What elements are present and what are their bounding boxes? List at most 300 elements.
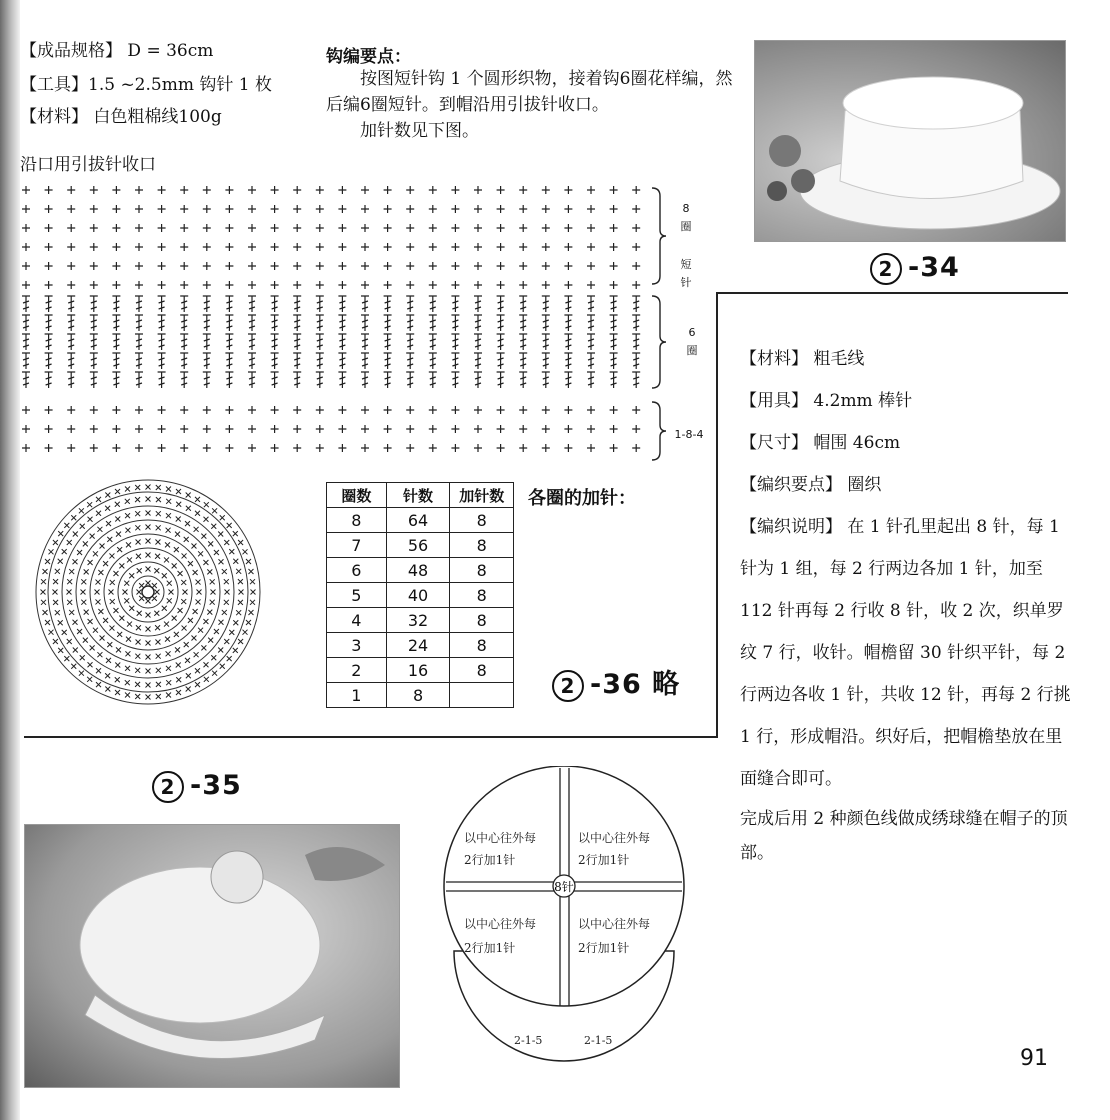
- single-crochet-symbol: [497, 262, 505, 270]
- stitch-mark: [172, 563, 177, 568]
- single-crochet-symbol: [564, 444, 572, 452]
- single-crochet-symbol: [316, 186, 324, 194]
- stitch-mark: [106, 658, 111, 663]
- double-crochet-symbol: [271, 296, 279, 312]
- single-crochet-symbol: [519, 243, 527, 251]
- stitch-mark: [233, 648, 238, 653]
- single-crochet-symbol: [112, 224, 120, 232]
- single-crochet-symbol: [293, 224, 301, 232]
- stitch-mark: [137, 590, 142, 595]
- stitch-mark: [188, 618, 193, 623]
- single-crochet-symbol: [406, 224, 414, 232]
- single-crochet-symbol: [158, 444, 166, 452]
- stitch-mark: [194, 652, 199, 657]
- stitch-mark: [146, 581, 151, 586]
- double-crochet-symbol: [158, 334, 166, 350]
- crochet-notes-title: 钩编要点：: [326, 47, 411, 67]
- stitch-mark: [220, 515, 225, 520]
- stitch-mark: [233, 620, 238, 625]
- stitch-mark: [125, 487, 130, 492]
- cap-illustration: [25, 825, 399, 1087]
- stitch-mark: [212, 508, 217, 513]
- double-crochet-symbol: [587, 353, 595, 369]
- double-crochet-symbol: [248, 296, 256, 312]
- single-crochet-symbol: [451, 281, 459, 289]
- single-crochet-symbol: [271, 281, 279, 289]
- double-crochet-symbol: [293, 372, 301, 388]
- single-crochet-symbol: [361, 186, 369, 194]
- double-crochet-symbol: [406, 296, 414, 312]
- stitch-mark: [109, 590, 114, 595]
- double-crochet-symbol: [384, 334, 392, 350]
- double-crochet-symbol: [474, 353, 482, 369]
- single-crochet-symbol: [271, 444, 279, 452]
- stitch-mark: [184, 642, 189, 647]
- single-crochet-symbol: [361, 425, 369, 433]
- stitch-mark: [182, 626, 187, 631]
- single-crochet-symbol: [135, 243, 143, 251]
- single-crochet-symbol: [293, 262, 301, 270]
- double-crochet-symbol: [406, 353, 414, 369]
- double-crochet-symbol: [90, 296, 98, 312]
- stitch-mark: [198, 551, 203, 556]
- single-crochet-symbol: [67, 224, 75, 232]
- stitch-mark: [224, 579, 229, 584]
- single-crochet-symbol: [474, 224, 482, 232]
- stitch-mark: [136, 554, 141, 559]
- single-crochet-symbol: [587, 425, 595, 433]
- double-crochet-symbol: [225, 296, 233, 312]
- double-crochet-symbol: [112, 315, 120, 331]
- single-crochet-symbol: [112, 444, 120, 452]
- double-crochet-symbol: [632, 372, 640, 388]
- stitch-mark: [183, 590, 188, 595]
- stitch-mark: [186, 492, 191, 497]
- stitch-mark: [105, 673, 110, 678]
- single-crochet-symbol: [22, 406, 30, 414]
- stitch-mark: [156, 497, 161, 502]
- stitch-mark: [135, 485, 140, 490]
- single-crochet-symbol: [180, 281, 188, 289]
- single-crochet-symbol: [90, 186, 98, 194]
- double-crochet-symbol: [158, 315, 166, 331]
- double-crochet-symbol: [316, 353, 324, 369]
- stitch-mark: [139, 583, 144, 588]
- photo-white-hat: [754, 40, 1066, 242]
- single-crochet-symbol: [316, 205, 324, 213]
- single-crochet-symbol: [384, 224, 392, 232]
- quadrant-note: 以中心往外每: [578, 831, 651, 845]
- double-crochet-symbol: [384, 372, 392, 388]
- increase-table-row: [327, 508, 514, 533]
- stitch-mark: [218, 559, 223, 564]
- single-crochet-symbol: [293, 186, 301, 194]
- single-crochet-symbol: [22, 262, 30, 270]
- book-spine-shadow: [0, 0, 20, 1120]
- stitch-mark: [155, 640, 160, 645]
- stitch-mark: [204, 502, 209, 507]
- single-crochet-symbol: [361, 406, 369, 414]
- stitch-mark: [166, 651, 171, 656]
- stitch-mark: [166, 487, 171, 492]
- double-crochet-symbol: [248, 334, 256, 350]
- stitch-mark: [169, 590, 174, 595]
- photo-knit-cap: [24, 824, 400, 1088]
- single-crochet-symbol: [45, 224, 53, 232]
- double-crochet-symbol: [610, 353, 618, 369]
- double-crochet-symbol: [451, 372, 459, 388]
- spec-tool: 【工具】1.5 ~2.5mm 钩针 1 枚: [20, 75, 272, 95]
- single-crochet-symbol: [587, 186, 595, 194]
- cap-pattern-diagram: [436, 766, 692, 1102]
- increase-table-cell: 56: [386, 533, 450, 558]
- stitch-mark: [176, 502, 181, 507]
- single-crochet-symbol: [497, 186, 505, 194]
- stitch-mark: [203, 560, 208, 565]
- stitch-mark: [146, 525, 151, 530]
- single-crochet-symbol: [338, 425, 346, 433]
- stitch-mark: [204, 677, 209, 682]
- single-crochet-symbol: [429, 243, 437, 251]
- stitch-mark: [146, 553, 151, 558]
- single-crochet-symbol: [90, 444, 98, 452]
- stitch-mark: [87, 502, 92, 507]
- stitch-mark: [222, 610, 227, 615]
- stitch-mark: [176, 662, 181, 667]
- increase-table-cell: 6: [327, 558, 387, 583]
- stitch-mark: [113, 571, 118, 576]
- increase-table-row: [327, 633, 514, 658]
- double-crochet-symbol: [497, 296, 505, 312]
- knit-description: 【编织说明】 在 1 针孔里起出 8 针，每 1 针为 1 组，每 2 行两边各加 1 针，加至 112 针再每 2 行收 8 针，收 2 次，织单罗纹 7 行，收针。帽檐留 30 针织平针，每 2 行两边各收 1 针，共收 12 针，再每 2 行挑 1 行，形成帽沿。织好后，把帽檐垫放在里面缝合即可。: [740, 517, 1071, 789]
- stitch-mark: [155, 539, 160, 544]
- stitch-mark: [136, 625, 141, 630]
- stitch-mark: [146, 497, 151, 502]
- stitch-mark: [124, 598, 129, 603]
- stitch-mark: [125, 513, 130, 518]
- single-crochet-symbol: [45, 444, 53, 452]
- round-ring: [104, 548, 192, 636]
- increase-table: [326, 482, 514, 708]
- stitch-mark: [136, 640, 141, 645]
- single-crochet-symbol: [429, 186, 437, 194]
- double-crochet-symbol: [406, 315, 414, 331]
- stitch-mark: [103, 561, 108, 566]
- stitch-mark: [83, 541, 88, 546]
- stitch-mark: [203, 517, 208, 522]
- single-crochet-symbol: [406, 406, 414, 414]
- single-crochet-symbol: [225, 224, 233, 232]
- stitch-mark: [80, 524, 85, 529]
- double-crochet-symbol: [293, 334, 301, 350]
- stitch-mark: [64, 656, 69, 661]
- double-crochet-symbol: [22, 315, 30, 331]
- single-crochet-symbol: [158, 262, 166, 270]
- stitch-mark: [176, 517, 181, 522]
- stitch-mark: [80, 655, 85, 660]
- single-crochet-symbol: [384, 281, 392, 289]
- stitch-mark: [116, 647, 121, 652]
- stitch-mark: [184, 537, 189, 542]
- figure-label-36: 2 -36 略: [552, 662, 680, 702]
- double-crochet-symbol: [45, 372, 53, 388]
- single-crochet-symbol: [361, 262, 369, 270]
- increase-table-cell: 2: [327, 658, 387, 683]
- stitch-mark: [218, 532, 223, 537]
- double-crochet-symbol: [632, 315, 640, 331]
- double-crochet-symbol: [271, 315, 279, 331]
- single-crochet-symbol: [22, 186, 30, 194]
- stitch-mark: [127, 557, 132, 562]
- stitch-mark: [67, 600, 72, 605]
- single-crochet-symbol: [22, 205, 30, 213]
- double-crochet-symbol: [587, 334, 595, 350]
- stitch-mark: [41, 600, 46, 605]
- single-crochet-symbol: [248, 186, 256, 194]
- single-crochet-symbol: [271, 406, 279, 414]
- double-crochet-symbol: [158, 372, 166, 388]
- double-crochet-symbol: [112, 372, 120, 388]
- single-crochet-symbol: [542, 425, 550, 433]
- quadrant-note: 2行加1针: [464, 941, 516, 955]
- double-crochet-symbol: [542, 334, 550, 350]
- stitch-mark: [125, 651, 130, 656]
- stitch-mark: [107, 642, 112, 647]
- stitch-mark: [146, 627, 151, 632]
- single-crochet-symbol: [225, 205, 233, 213]
- stitch-mark: [176, 690, 181, 695]
- chart-brace: [652, 296, 666, 388]
- header-rounds: 圈数: [327, 483, 387, 508]
- quadrant-note: 以中心往外每: [464, 831, 537, 845]
- stitch-mark: [55, 569, 60, 574]
- single-crochet-symbol: [180, 406, 188, 414]
- single-crochet-symbol: [384, 406, 392, 414]
- stitch-mark: [218, 620, 223, 625]
- stitch-mark: [146, 567, 151, 572]
- double-crochet-symbol: [497, 372, 505, 388]
- double-crochet-symbol: [67, 315, 75, 331]
- single-crochet-symbol: [632, 224, 640, 232]
- stitch-mark: [67, 590, 72, 595]
- increase-table-cell: 8: [450, 508, 514, 533]
- stitch-mark: [53, 639, 58, 644]
- single-crochet-symbol: [135, 425, 143, 433]
- single-crochet-symbol: [316, 262, 324, 270]
- stitch-mark: [96, 668, 101, 673]
- double-crochet-symbol: [429, 315, 437, 331]
- single-crochet-symbol: [316, 281, 324, 289]
- double-crochet-symbol: [90, 334, 98, 350]
- double-crochet-symbol: [429, 353, 437, 369]
- increase-table-cell: 8: [450, 608, 514, 633]
- stitch-mark: [45, 559, 50, 564]
- single-crochet-symbol: [293, 406, 301, 414]
- single-crochet-symbol: [497, 243, 505, 251]
- increase-table-row: [327, 533, 514, 558]
- stitch-mark: [146, 539, 151, 544]
- increase-table-row: [327, 583, 514, 608]
- double-crochet-symbol: [542, 315, 550, 331]
- single-crochet-symbol: [180, 205, 188, 213]
- double-crochet-symbol: [338, 334, 346, 350]
- header-stitches: 针数: [386, 483, 450, 508]
- stitch-mark: [71, 515, 76, 520]
- single-crochet-symbol: [384, 444, 392, 452]
- stitch-mark: [250, 579, 255, 584]
- double-crochet-symbol: [406, 372, 414, 388]
- double-crochet-symbol: [316, 296, 324, 312]
- single-crochet-symbol: [158, 406, 166, 414]
- single-crochet-symbol: [225, 406, 233, 414]
- stitch-mark: [71, 664, 76, 669]
- double-crochet-symbol: [361, 334, 369, 350]
- double-crochet-symbol: [361, 372, 369, 388]
- stitch-mark: [156, 682, 161, 687]
- stitch-mark: [185, 658, 190, 663]
- double-crochet-symbol: [587, 296, 595, 312]
- chart-caption: 沿口用引拔针收口: [20, 155, 156, 175]
- stitch-mark: [156, 485, 161, 490]
- single-crochet-symbol: [45, 281, 53, 289]
- single-crochet-symbol: [542, 205, 550, 213]
- single-crochet-symbol: [135, 224, 143, 232]
- single-crochet-symbol: [564, 425, 572, 433]
- single-crochet-symbol: [542, 444, 550, 452]
- center-label: 8针: [554, 880, 574, 894]
- single-crochet-symbol: [203, 205, 211, 213]
- double-crochet-symbol: [361, 315, 369, 331]
- stitch-mark: [81, 590, 86, 595]
- stitch-mark: [156, 654, 161, 659]
- crochet-circle-diagram: [28, 474, 268, 714]
- single-crochet-symbol: [564, 262, 572, 270]
- stitch-mark: [181, 599, 186, 604]
- double-crochet-symbol: [519, 296, 527, 312]
- stitch-mark: [146, 599, 151, 604]
- stitch-mark: [93, 551, 98, 556]
- stitch-mark: [198, 628, 203, 633]
- stitch-mark: [53, 590, 58, 595]
- knit-key-points: 【编织要点】 圈织: [740, 475, 882, 495]
- single-crochet-symbol: [406, 444, 414, 452]
- stitch-mark: [126, 637, 131, 642]
- quadrant-note: 以中心往外每: [578, 917, 651, 931]
- double-crochet-symbol: [474, 296, 482, 312]
- single-crochet-symbol: [112, 186, 120, 194]
- stitch-mark: [100, 544, 105, 549]
- stitch-mark: [95, 580, 100, 585]
- stitch-mark: [246, 559, 251, 564]
- stitch-mark: [155, 590, 160, 595]
- double-crochet-symbol: [497, 353, 505, 369]
- stitch-mark: [67, 639, 72, 644]
- single-crochet-symbol: [406, 262, 414, 270]
- single-crochet-symbol: [542, 262, 550, 270]
- single-crochet-symbol: [406, 243, 414, 251]
- stitch-mark: [73, 532, 78, 537]
- stitch-mark: [146, 613, 151, 618]
- double-crochet-symbol: [225, 315, 233, 331]
- single-crochet-symbol: [271, 425, 279, 433]
- stitch-mark: [64, 523, 69, 528]
- single-crochet-symbol: [135, 406, 143, 414]
- stitch-mark: [53, 600, 58, 605]
- single-crochet-symbol: [203, 262, 211, 270]
- chart-side-label: 6 圈: [686, 326, 698, 357]
- double-crochet-symbol: [112, 353, 120, 369]
- single-crochet-symbol: [248, 444, 256, 452]
- increase-table-cell: 8: [327, 508, 387, 533]
- stitch-mark: [164, 557, 169, 562]
- stitch-mark: [100, 635, 105, 640]
- single-crochet-symbol: [135, 186, 143, 194]
- single-crochet-symbol: [542, 243, 550, 251]
- single-crochet-symbol: [135, 205, 143, 213]
- stitch-mark: [110, 580, 115, 585]
- double-crochet-symbol: [67, 296, 75, 312]
- stitch-mark: [119, 616, 124, 621]
- chart-side-label: 1-8-4: [674, 428, 704, 441]
- crochet-note-paragraph: 按图短针钩 1 个圆形织物，接着钩6圈花样编，然后编6圈短针。到帽沿用引拔针收口。: [326, 69, 733, 115]
- stitch-mark: [135, 682, 140, 687]
- stitch-mark: [165, 542, 170, 547]
- stitch-mark: [115, 502, 120, 507]
- stitch-mark: [251, 590, 256, 595]
- stitch-mark: [165, 637, 170, 642]
- stitch-mark: [96, 497, 101, 502]
- single-crochet-symbol: [90, 425, 98, 433]
- single-crochet-symbol: [135, 444, 143, 452]
- single-crochet-symbol: [429, 444, 437, 452]
- increase-table-cell: 40: [386, 583, 450, 608]
- single-crochet-symbol: [135, 281, 143, 289]
- stitch-mark: [79, 671, 84, 676]
- single-crochet-symbol: [610, 425, 618, 433]
- single-crochet-symbol: [225, 281, 233, 289]
- single-crochet-symbol: [203, 444, 211, 452]
- knit-tool: 【用具】 4.2mm 棒针: [740, 391, 913, 411]
- stitch-mark: [210, 600, 215, 605]
- chart-side-label: 8 圈: [680, 202, 692, 233]
- single-crochet-symbol: [451, 243, 459, 251]
- stitch-mark: [109, 626, 114, 631]
- single-crochet-symbol: [338, 262, 346, 270]
- stitch-mark: [185, 521, 190, 526]
- stitch-mark: [67, 579, 72, 584]
- increase-table-header: [327, 483, 514, 508]
- stitch-mark: [233, 559, 238, 564]
- double-crochet-symbol: [67, 372, 75, 388]
- single-crochet-symbol: [180, 425, 188, 433]
- single-crochet-symbol: [203, 406, 211, 414]
- stitch-mark: [43, 569, 48, 574]
- increase-table-row: [327, 683, 514, 708]
- stitch-mark: [224, 600, 229, 605]
- double-crochet-symbol: [564, 353, 572, 369]
- single-crochet-symbol: [67, 281, 75, 289]
- brim-label-right: 2-1-5: [584, 1034, 613, 1047]
- single-crochet-symbol: [497, 425, 505, 433]
- single-crochet-symbol: [497, 444, 505, 452]
- round-ring: [90, 534, 206, 650]
- stitch-mark: [207, 610, 212, 615]
- double-crochet-symbol: [429, 296, 437, 312]
- stitch-mark: [166, 680, 171, 685]
- single-crochet-symbol: [361, 281, 369, 289]
- single-crochet-symbol: [542, 406, 550, 414]
- double-crochet-symbol: [225, 353, 233, 369]
